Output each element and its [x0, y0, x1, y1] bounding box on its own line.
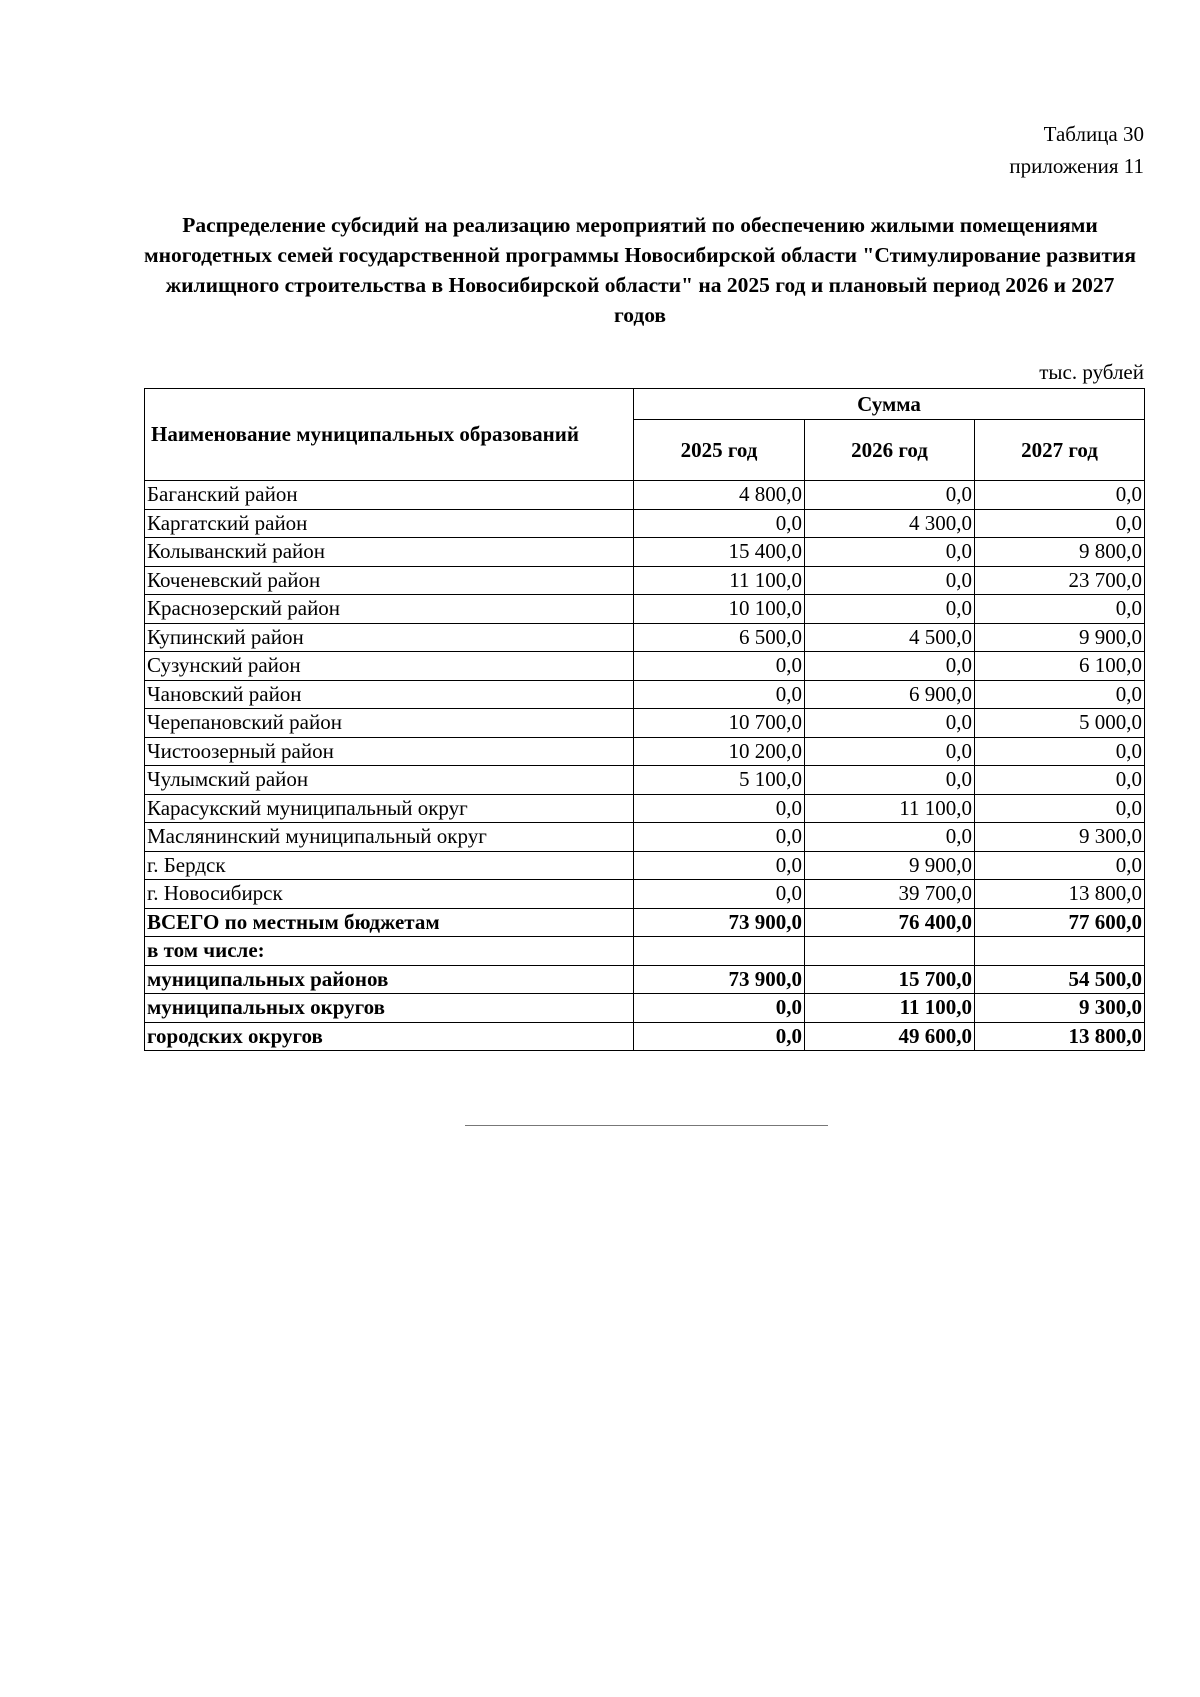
municipality-name-cell: г. Бердск — [145, 851, 634, 880]
amount-2027-cell: 13 800,0 — [975, 880, 1145, 909]
amount-2025-cell: 0,0 — [634, 851, 805, 880]
municipality-name-cell: муниципальных округов — [145, 994, 634, 1023]
amount-2026-cell: 0,0 — [805, 823, 975, 852]
amount-2025-cell: 73 900,0 — [634, 908, 805, 937]
amount-2027-cell: 0,0 — [975, 509, 1145, 538]
amount-2027-cell: 5 000,0 — [975, 709, 1145, 738]
municipality-name-cell: в том числе: — [145, 937, 634, 966]
amount-2027-cell: 9 800,0 — [975, 538, 1145, 567]
amount-2027-cell: 0,0 — [975, 680, 1145, 709]
municipality-name-cell: Каргатский район — [145, 509, 634, 538]
amount-2026-cell: 0,0 — [805, 709, 975, 738]
amount-2026-cell: 9 900,0 — [805, 851, 975, 880]
table-row — [145, 766, 1145, 795]
end-divider — [465, 1125, 828, 1126]
table-row — [145, 823, 1145, 852]
amount-2027-cell — [975, 937, 1145, 966]
amount-2026-cell: 76 400,0 — [805, 908, 975, 937]
table-row — [145, 880, 1145, 909]
municipality-name-cell: Чистоозерный район — [145, 737, 634, 766]
amount-2026-cell: 6 900,0 — [805, 680, 975, 709]
amount-2027-cell: 9 300,0 — [975, 994, 1145, 1023]
municipality-name-cell: городских округов — [145, 1022, 634, 1051]
amount-2027-cell: 23 700,0 — [975, 566, 1145, 595]
table-row — [145, 509, 1145, 538]
municipality-name-cell: ВСЕГО по местным бюджетам — [145, 908, 634, 937]
table-row — [145, 908, 1145, 937]
units-label: тыс. рублей — [1039, 360, 1144, 384]
amount-2025-cell: 0,0 — [634, 1022, 805, 1051]
table-row — [145, 623, 1145, 652]
amount-2025-cell: 0,0 — [634, 823, 805, 852]
table-row — [145, 566, 1145, 595]
amount-2027-cell: 9 300,0 — [975, 823, 1145, 852]
municipality-name-cell: Чановский район — [145, 680, 634, 709]
amount-2027-cell: 77 600,0 — [975, 908, 1145, 937]
municipality-name-cell: Коченевский район — [145, 566, 634, 595]
amount-2027-cell: 0,0 — [975, 595, 1145, 624]
amount-2025-cell — [634, 937, 805, 966]
amount-2026-cell: 0,0 — [805, 481, 975, 510]
amount-2025-cell: 6 500,0 — [634, 623, 805, 652]
amount-2026-cell — [805, 937, 975, 966]
document-title: Распределение субсидий на реализацию мероприятий по обеспечению жилыми помещениями многодетных семей государственной программы Новосибирской области "Стимулирование развития жилищного строительства в Новосибирской области" на 2025 год и плановый период 2026 и 2027 годов — [143, 213, 1137, 327]
amount-2025-cell: 0,0 — [634, 994, 805, 1023]
amount-2026-cell: 49 600,0 — [805, 1022, 975, 1051]
table-row — [145, 538, 1145, 567]
table-row — [145, 794, 1145, 823]
amount-2026-cell: 4 300,0 — [805, 509, 975, 538]
municipality-name-cell: Краснозерский район — [145, 595, 634, 624]
amount-2027-cell: 0,0 — [975, 766, 1145, 795]
column-header-2026: 2026 год — [805, 420, 975, 481]
amount-2026-cell: 4 500,0 — [805, 623, 975, 652]
amount-2025-cell: 4 800,0 — [634, 481, 805, 510]
municipality-name-cell: Черепановский район — [145, 709, 634, 738]
table-row — [145, 709, 1145, 738]
table-row — [145, 851, 1145, 880]
subsidy-table — [144, 388, 1145, 1051]
amount-2026-cell: 0,0 — [805, 766, 975, 795]
municipality-name-cell: Колыванский район — [145, 538, 634, 567]
municipality-name-cell: Маслянинский муниципальный округ — [145, 823, 634, 852]
table-row — [145, 595, 1145, 624]
amount-2027-cell: 0,0 — [975, 737, 1145, 766]
amount-2025-cell: 10 700,0 — [634, 709, 805, 738]
table-row — [145, 937, 1145, 966]
amount-2025-cell: 0,0 — [634, 880, 805, 909]
table-row — [145, 737, 1145, 766]
municipality-name-cell: г. Новосибирск — [145, 880, 634, 909]
table-caption — [1009, 118, 1144, 182]
amount-2026-cell: 0,0 — [805, 595, 975, 624]
amount-2027-cell: 54 500,0 — [975, 965, 1145, 994]
column-header-2027: 2027 год — [975, 420, 1145, 481]
table-number: Таблица 30 — [1043, 122, 1144, 146]
amount-2027-cell: 6 100,0 — [975, 652, 1145, 681]
amount-2025-cell: 5 100,0 — [634, 766, 805, 795]
municipality-name-cell: Купинский район — [145, 623, 634, 652]
amount-2027-cell: 0,0 — [975, 481, 1145, 510]
amount-2025-cell: 10 200,0 — [634, 737, 805, 766]
amount-2025-cell: 0,0 — [634, 509, 805, 538]
amount-2026-cell: 11 100,0 — [805, 794, 975, 823]
column-header-sum: Сумма — [634, 389, 1145, 420]
amount-2025-cell: 0,0 — [634, 680, 805, 709]
amount-2027-cell: 9 900,0 — [975, 623, 1145, 652]
amount-2025-cell: 10 100,0 — [634, 595, 805, 624]
municipality-name-cell: Сузунский район — [145, 652, 634, 681]
amount-2026-cell: 0,0 — [805, 566, 975, 595]
table-row — [145, 652, 1145, 681]
appendix-reference: приложения 11 — [1009, 154, 1144, 178]
table-row — [145, 481, 1145, 510]
amount-2025-cell: 11 100,0 — [634, 566, 805, 595]
amount-2027-cell: 0,0 — [975, 794, 1145, 823]
amount-2025-cell: 73 900,0 — [634, 965, 805, 994]
amount-2026-cell: 15 700,0 — [805, 965, 975, 994]
amount-2025-cell: 0,0 — [634, 794, 805, 823]
table-row — [145, 965, 1145, 994]
amount-2026-cell: 0,0 — [805, 737, 975, 766]
municipality-name-cell: муниципальных районов — [145, 965, 634, 994]
column-header-2025: 2025 год — [634, 420, 805, 481]
table-row — [145, 1022, 1145, 1051]
municipality-name-cell: Баганский район — [145, 481, 634, 510]
table-body — [145, 481, 1145, 1051]
amount-2027-cell: 13 800,0 — [975, 1022, 1145, 1051]
municipality-name-cell: Чулымский район — [145, 766, 634, 795]
amount-2027-cell: 0,0 — [975, 851, 1145, 880]
table-row — [145, 680, 1145, 709]
table-row — [145, 994, 1145, 1023]
amount-2026-cell: 0,0 — [805, 538, 975, 567]
amount-2025-cell: 0,0 — [634, 652, 805, 681]
amount-2025-cell: 15 400,0 — [634, 538, 805, 567]
amount-2026-cell: 39 700,0 — [805, 880, 975, 909]
amount-2026-cell: 11 100,0 — [805, 994, 975, 1023]
column-header-municipality: Наименование муниципальных образований — [145, 389, 634, 481]
municipality-name-cell: Карасукский муниципальный округ — [145, 794, 634, 823]
amount-2026-cell: 0,0 — [805, 652, 975, 681]
